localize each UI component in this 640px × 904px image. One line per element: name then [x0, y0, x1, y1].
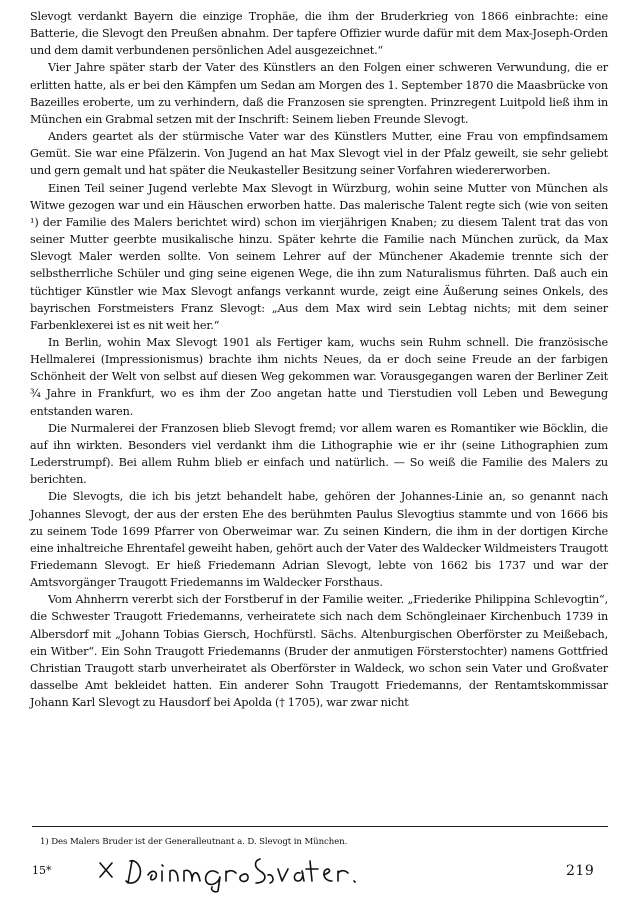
- handwritten-note: [96, 853, 386, 895]
- paragraph-7: Die Slevogts, die ich bis jetzt behandelt habe, gehören der Johannes-Linie an, so genannt nach Johannes Slevogt, der aus der ersten Ehe des berühmten Paulus Slevogtius stammte und von 1666 bis zu seinem Tode 1699 Pfarrer von Oberweimar war. Zu seinen Kindern, die ihm in der dortigen Kirche eine inhaltreiche Ehrentafel geweiht haben, gehört auch der Vater des Waldecker Wildmeisters Traugott Friedemann Slevogt. Er hieß Friedemann Adrian Slevogt, lebte von 1662 bis 1737 und war der Amtsvorgänger Traugott Friedemanns im Waldecker Forsthaus.: [30, 490, 608, 590]
- paragraph-4: Einen Teil seiner Jugend verlebte Max Slevogt in Würzburg, wohin seine Mutter von München als Witwe gezogen war und ein Häuschen erworben hatte. Das malerische Talent regte sich (wie von seiten ¹) der Familie des Malers berichtet wird) schon im vierjährigen Knaben; zu diesem Talent trat das von seiner Mutter geerbte musikalische hinzu. Später kehrte die Familie nach München zurück, da Max Slevogt Maler werden sollte. Von seinem Lehrer auf der Münchener Akademie trennte sich der selbstherrliche Schüler und ging seine eigenen Wege, die ihn zum Naturalismus führten. Daß auch ein tüchtiger Künstler wie Max Slevogt anfangs verkannt wurde, zeigt eine Äußerung seines Onkels, des bayrischen Forstmeisters Franz Slevogt: „Aus dem Max wird sein Lebtag nichts; mit dem seiner Farbenklexerei ist es nit weit her.“: [30, 181, 608, 332]
- paragraph-3: Anders geartet als der stürmische Vater war des Künstlers Mutter, eine Frau von empfindsamem Gemüt. Sie war eine Pfälzerin. Von Jugend an hat Max Slevogt viel in der Pfalz geweilt, sie sehr geliebt und gern gemalt und hat später die Neukasteller Besitzung seiner Vorfahren wiedererworben.: [30, 130, 608, 178]
- paragraph-5: In Berlin, wohin Max Slevogt 1901 als Fertiger kam, wuchs sein Ruhm schnell. Die französische Hellmalerei (Impressionismus) brachte ihm nichts Neues, da er doch seine Freude an der farbigen Schönheit der Welt von selbst auf diesen Weg gekommen war. Vorausgegangen waren der Berliner Zeit ¾ Jahre in Frankfurt, wo es ihm der Zoo angetan hatte und Tierstudien voll Leben und Bewegung entstanden waren.: [30, 335, 608, 418]
- footnote: 1) Des Malers Bruder ist der Generalleutnant a. D. Slevogt in München.: [40, 837, 348, 847]
- signature-mark: 15*: [32, 864, 52, 877]
- paragraph-6: Die Nurmalerei der Franzosen blieb Slevogt fremd; vor allem waren es Romantiker wie Böcklin, die auf ihn wirkten. Besonders viel verdankt ihm die Lithographie wie er ihr (seine Lithographien zum Lederstrumpf). Bei allem Ruhm blieb er einfach und natürlich. — So weiß die Familie des Malers zu berichten.: [30, 421, 608, 487]
- footnote-divider: [32, 826, 608, 827]
- body-text: [30, 8, 608, 711]
- paragraph-8: Vom Ahnherrn vererbt sich der Forstberuf in der Familie weiter. „Friederike Philippina Schlevogtin“, die Schwester Traugott Friedemanns, verheiratete sich nach dem Schöngleinaer Kirchenbuch 1739 in Albersdorf mit „Johann Tobias Giersch, Hochfürstl. Sächs. Altenburgischen Oberförster zu Meißebach, ein Witber“. Ein Sohn Traugott Friedemanns (Bruder der anmutigen Försterstochter) namens Gottfried Christian Traugott starb unverheiratet als Oberförster in Waldeck, wo schon sein Vater und Großvater dasselbe Amt bekleidet hatten. Ein anderer Sohn Traugott Friedemanns, der Rentamtskommissar Johann Karl Slevogt zu Hausdorf bei Apolda († 1705), war zwar nicht: [30, 593, 608, 710]
- paragraph-1: Slevogt verdankt Bayern die einzige Trophäe, die ihm der Bruderkrieg von 1866 einbrachte: eine Batterie, die Slevogt den Preußen abnahm. Der tapfere Offizier wurde dafür mit dem Max-Joseph-Orden und dem damit verbundenen persönlichen Adel ausgezeichnet.“: [30, 10, 608, 58]
- page-number: 219: [566, 863, 595, 879]
- paragraph-2: Vier Jahre später starb der Vater des Künstlers an den Folgen einer schweren Verwundung, die er erlitten hatte, als er bei den Kämpfen um Sedan am Morgen des 1. September 1870 die Maasbrücke von Bazeilles eroberte, um zu verhindern, daß die Franzosen sie sprengten. Prinzregent Luitpold ließ ihm in München ein Grabmal setzen mit der Inschrift: Seinem lieben Freunde Slevogt.: [30, 61, 608, 126]
